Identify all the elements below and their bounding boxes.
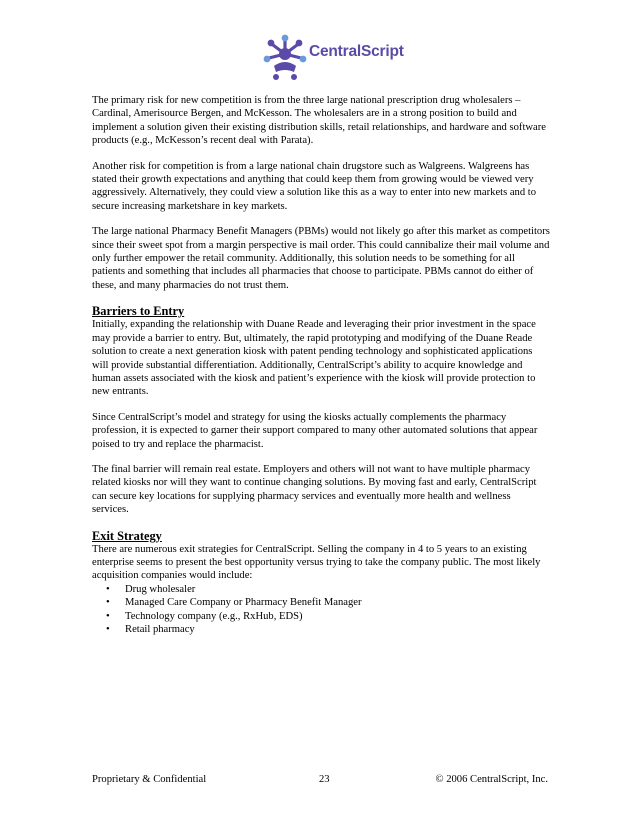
list-item: • Technology company (e.g., RxHub, EDS) <box>106 610 303 622</box>
list-item: • Retail pharmacy <box>106 624 195 635</box>
list-item: • Drug wholesaler <box>106 583 196 595</box>
exit-intro: There are numerous exit strategies for CentralScript. Selling the company in 4 to 5 years to an existing enterprise seems to present the best opportunity versus trying to take the company public. The most likely acquisition companies would include: <box>92 543 541 582</box>
barriers-paragraph-2: Since CentralScript’s model and strategy for using the kiosks actually complements the pharmacy profession, it is expected to garner their support compared to many other automated solutions that appear poised to try and replace the pharmacist. <box>92 411 538 450</box>
exit-heading: Exit Strategy <box>92 528 162 543</box>
list-item: • Managed Care Company or Pharmacy Benefit Manager <box>106 597 362 609</box>
page-number: 23 <box>319 774 330 785</box>
acquisition-list <box>106 583 550 637</box>
competition-paragraph-1: The primary risk for new competition is from the three large national prescription drug wholesalers – Cardinal, Amerisource Bergen, and McKesson. The wholesalers are in a strong position to build and implement a solution given their existing distribution skills, retail relationships, and hardware and software products (e.g., McKesson’s recent deal with Parata). <box>92 95 546 147</box>
competition-paragraph-2: Another risk for competition is from a large national chain drugstore such as Walgreens. Walgreens has stated their growth expectations and anything that could keep them from growing would be viewed very aggressively. Alternatively, they could view a solution like this as a way to enter into new markets and to secure increasing marketshare in key markets. <box>92 160 537 212</box>
footer-confidential: Proprietary & Confidential <box>92 774 207 785</box>
bullet-icon: • <box>106 624 110 635</box>
page-footer <box>92 774 550 788</box>
footer-copyright: © 2006 CentralScript, Inc. <box>435 774 548 785</box>
barriers-paragraph-3: The final barrier will remain real estate. Employers and others will not want to have multiple pharmacy related kiosks nor will they want to continue changing solutions. By moving fast and early, CentralScript can secure key locations for supplying pharmacy services and eventually more health and wellness services. <box>92 463 537 516</box>
bullet-icon: • <box>106 610 110 622</box>
company-logo <box>262 32 422 84</box>
bullet-icon: • <box>106 597 110 609</box>
centralscript-logo-icon <box>262 32 308 84</box>
logo-wordmark: CentralScript <box>309 43 404 60</box>
competition-paragraph-3: The large national Pharmacy Benefit Managers (PBMs) would not likely go after this market as competitors since their sweet spot from a margin perspective is mail order. This could cannibalize their mail volume and only further empower the retail community. Additionally, this solution needs to be something for all patients and something that includes all pharmacies that choose to participate. PBMs cannot do either of these, and many pharmacies do not trust them. <box>92 226 550 291</box>
bullet-icon: • <box>106 583 110 595</box>
barriers-paragraph-1: Initially, expanding the relationship with Duane Reade and leveraging their prior investment in the space may provide a barrier to entry. But, ultimately, the rapid prototyping and modifying of the Duane Reade solution to create a next generation kiosk with patent pending technology and sophisticated applications will provide substantial differentiation. Additionally, CentralScript’s ability to acquire knowledge and human assets associated with the kiosk and patient’s experience with the kiosk will provide protection to new entrants. <box>92 319 536 398</box>
barriers-heading: Barriers to Entry <box>92 304 185 319</box>
document-body <box>92 94 550 636</box>
